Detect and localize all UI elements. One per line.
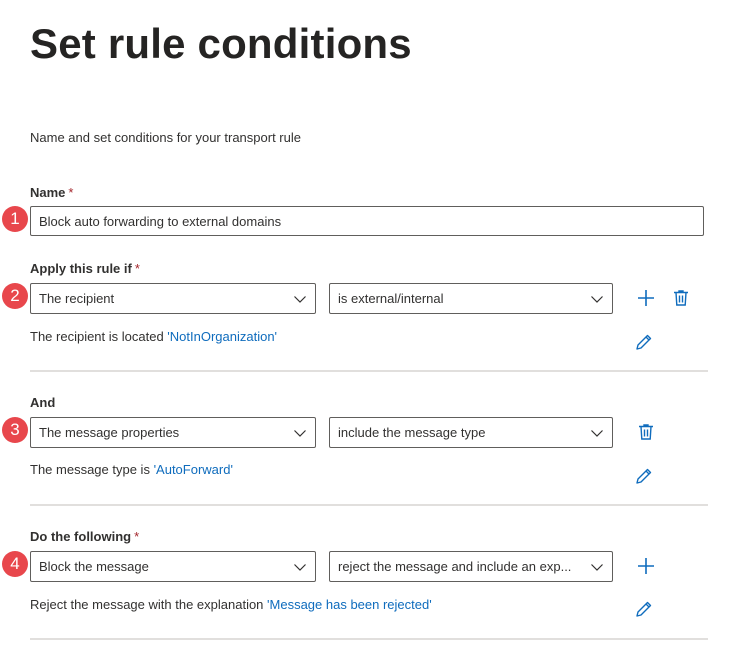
- and-predicate-select[interactable]: [329, 417, 613, 448]
- name-label-text: Name: [30, 185, 66, 200]
- trash-icon: [636, 422, 656, 442]
- chevron-down-icon: [293, 426, 307, 440]
- and-predicate-value: include the message type: [338, 425, 486, 440]
- pencil-icon: [634, 332, 654, 352]
- delete-condition-button[interactable]: [671, 288, 691, 308]
- apply-rule-label: [30, 261, 140, 276]
- name-label: [30, 185, 73, 200]
- apply-predicate-select[interactable]: [329, 283, 613, 314]
- edit-apply-button[interactable]: [634, 332, 654, 352]
- and-description-text: The message type is: [30, 462, 154, 477]
- section-divider: [30, 370, 708, 372]
- add-action-button[interactable]: [636, 556, 656, 576]
- apply-value-link[interactable]: 'NotInOrganization': [167, 329, 278, 344]
- action-value: Block the message: [39, 559, 149, 574]
- edit-and-button[interactable]: [634, 466, 654, 486]
- action-description: [30, 597, 432, 612]
- chevron-down-icon: [590, 426, 604, 440]
- required-marker: *: [134, 529, 140, 544]
- apply-condition-select[interactable]: [30, 283, 316, 314]
- action-detail-select[interactable]: [329, 551, 613, 582]
- chevron-down-icon: [590, 560, 604, 574]
- pencil-icon: [634, 599, 654, 619]
- step-badge-4: 4: [2, 551, 28, 577]
- and-condition-value: The message properties: [39, 425, 180, 440]
- chevron-down-icon: [590, 292, 604, 306]
- and-value-link[interactable]: 'AutoForward': [153, 462, 233, 477]
- delete-and-condition-button[interactable]: [636, 422, 656, 442]
- and-label: And: [30, 395, 56, 410]
- rule-name-input[interactable]: Block auto forwarding to external domains: [30, 206, 704, 236]
- action-select[interactable]: [30, 551, 316, 582]
- action-value-link[interactable]: 'Message has been rejected': [267, 597, 432, 612]
- apply-condition-value: The recipient: [39, 291, 115, 306]
- action-detail-value: reject the message and include an exp...: [338, 559, 572, 574]
- apply-rule-label-text: Apply this rule if: [30, 261, 132, 276]
- section-divider: [30, 638, 708, 640]
- edit-action-button[interactable]: [634, 599, 654, 619]
- page-title: Set rule conditions: [30, 20, 412, 67]
- required-marker: *: [134, 261, 140, 276]
- and-description: [30, 462, 233, 477]
- section-divider: [30, 504, 708, 506]
- do-following-label-text: Do the following: [30, 529, 132, 544]
- trash-icon: [671, 288, 691, 308]
- chevron-down-icon: [293, 292, 307, 306]
- apply-predicate-value: is external/internal: [338, 291, 444, 306]
- apply-description: [30, 329, 277, 344]
- action-description-text: Reject the message with the explanation: [30, 597, 268, 612]
- add-icon: [636, 288, 656, 308]
- step-badge-2: 2: [2, 283, 28, 309]
- page-subtitle: Name and set conditions for your transport rule: [30, 130, 301, 145]
- add-icon: [636, 556, 656, 576]
- apply-description-text: The recipient is located: [30, 329, 168, 344]
- step-badge-3: 3: [2, 417, 28, 443]
- step-badge-1: 1: [2, 206, 28, 232]
- chevron-down-icon: [293, 560, 307, 574]
- do-following-label: [30, 529, 139, 544]
- required-marker: *: [68, 185, 74, 200]
- pencil-icon: [634, 466, 654, 486]
- and-condition-select[interactable]: [30, 417, 316, 448]
- add-condition-button[interactable]: [636, 288, 656, 308]
